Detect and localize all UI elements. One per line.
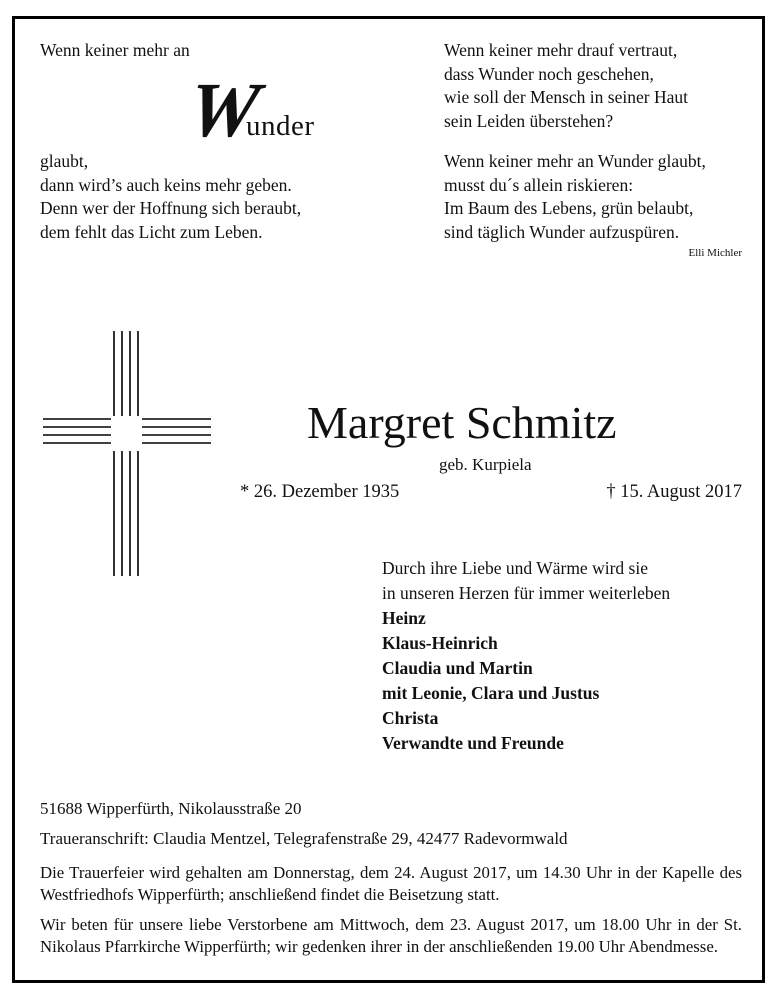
poem-right-line: Wenn keiner mehr an Wunder glaubt, bbox=[444, 151, 706, 171]
mourners-block bbox=[382, 556, 670, 756]
poem-left-line: dem fehlt das Licht zum Leben. bbox=[40, 221, 263, 242]
poem-right-stanza-1 bbox=[444, 39, 688, 133]
mass-notice: Wir beten für unsere liebe Verstorbene am Mittwoch, dem 23. August 2017, um 18.00 Uhr in der St. Nikolaus Pfarrkirche Wipperfürth; wir gedenken ihrer in der anschließenden 19.00 Uhr Abendmesse. bbox=[40, 915, 742, 956]
mourner-name: Heinz bbox=[382, 608, 426, 628]
poem-left-line: Denn wer der Hoffnung sich beraubt, bbox=[40, 198, 302, 218]
birth-name: geb. Kurpiela bbox=[439, 455, 532, 474]
mourner-name: mit Leonie, Clara und Justus bbox=[382, 683, 600, 703]
funeral-notice: Die Trauerfeier wird gehalten am Donnerstag, dem 24. August 2017, um 14.30 Uhr in der Kapelle des Westfriedhofs Wipperfürth; anschließend findet die Beisetzung statt. bbox=[40, 863, 742, 904]
poem-right-line: Wenn keiner mehr drauf vertraut, bbox=[444, 40, 678, 60]
poem-right-line: musst du´s allein riskieren: bbox=[444, 174, 634, 195]
death-date: † 15. August 2017 bbox=[606, 482, 742, 502]
mourner-name: Klaus-Heinrich bbox=[382, 633, 498, 653]
poem-left-line: dann wird’s auch keins mehr geben. bbox=[40, 174, 292, 195]
poem-left-stanza bbox=[40, 150, 301, 244]
mourner-name: Verwandte und Freunde bbox=[382, 733, 564, 753]
poem-left-line-1: Wenn keiner mehr an bbox=[40, 40, 190, 60]
mourner-name: Christa bbox=[382, 708, 439, 728]
poem-right-stanza-2 bbox=[444, 150, 706, 244]
obituary-notice bbox=[12, 16, 765, 983]
poem-right-line: sind täglich Wunder aufzuspüren. bbox=[444, 221, 680, 242]
mourner-name: Claudia und Martin bbox=[382, 658, 533, 678]
poem-left-line: glaubt, bbox=[40, 151, 89, 171]
mourning-address: Traueranschrift: Claudia Mentzel, Telegrafenstraße 29, 42477 Radevormwald bbox=[40, 829, 568, 848]
poem-right-line: dass Wunder noch geschehen, bbox=[444, 63, 654, 84]
poem-right-line: Im Baum des Lebens, grün belaubt, bbox=[444, 198, 694, 218]
birth-date: * 26. Dezember 1935 bbox=[240, 482, 400, 502]
poem-right-line: sein Leiden überstehen? bbox=[444, 110, 614, 131]
poem-right-line: wie soll der Mensch in seiner Haut bbox=[444, 87, 688, 107]
place-address: 51688 Wipperfürth, Nikolausstraße 20 bbox=[40, 799, 302, 818]
poem-author: Elli Michler bbox=[688, 247, 742, 259]
wunder-wordmark bbox=[182, 66, 349, 153]
wunder-initial: W bbox=[182, 66, 261, 153]
deceased-name: Margret Schmitz bbox=[307, 397, 617, 448]
wunder-rest: under bbox=[246, 110, 315, 142]
mourners-intro-line: in unseren Herzen für immer weiterleben bbox=[382, 583, 671, 603]
mourners-intro-line: Durch ihre Liebe und Wärme wird sie bbox=[382, 558, 648, 578]
cross-icon bbox=[43, 331, 213, 576]
